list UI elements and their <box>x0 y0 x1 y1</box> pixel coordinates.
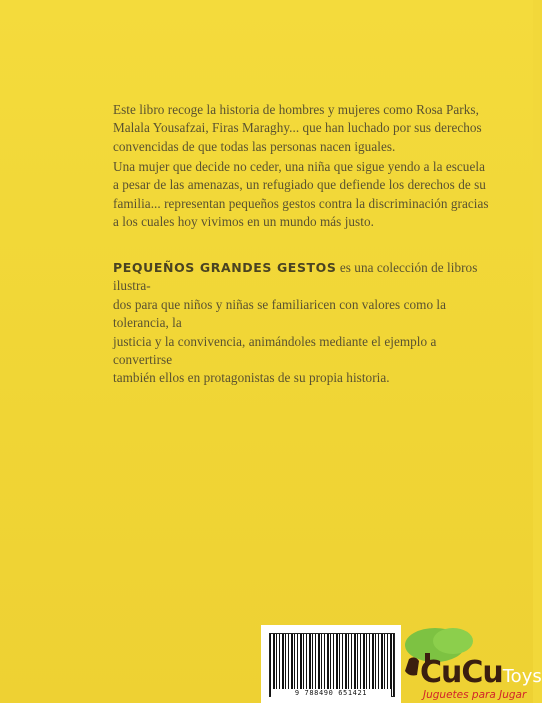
logo-brand-suffix: Toys <box>502 666 542 687</box>
intro-paragraph <box>113 101 493 156</box>
text-line: Malala Yousafzai, Firas Maraghy... que han luchado por sus derechos <box>113 120 482 136</box>
series-name: PEQUEÑOS GRANDES GESTOS <box>113 260 337 275</box>
barcode <box>261 625 401 703</box>
text-line: justicia y la convivencia, animándoles mediante el ejemplo a convertirse <box>113 333 437 368</box>
logo-tagline: Juguetes para Jugar <box>423 689 527 701</box>
text-line: convencidas de que todas las personas nacen iguales. <box>113 138 396 154</box>
text-fragment: es una colección de libros ilustra- <box>113 260 478 294</box>
text-line: a los cuales hoy vivimos en un mundo más justo. <box>113 214 374 230</box>
text-line <box>113 259 493 296</box>
logo-wordmark <box>420 655 542 692</box>
text-line: Una mujer que decide no ceder, una niña que sigue yendo a la escuela <box>113 159 485 174</box>
text-line: Este libro recoge la historia de hombres y mujeres como Rosa Parks, <box>113 102 479 117</box>
text-line: a pesar de las amenazas, un refugiado que defiende los derechos de su <box>113 177 486 193</box>
text-line: familia... representan pequeños gestos contra la discriminación gracias <box>113 195 489 211</box>
barcode-number: 9 788490 651421 <box>271 689 391 697</box>
logo-brand: CuCu <box>420 655 503 690</box>
text-line: también ellos en protagonistas de su propia historia. <box>113 370 390 386</box>
text-line: dos para que niños y niñas se familiaricen con valores como la tolerancia, la <box>113 296 447 331</box>
barcode-bars <box>269 633 395 697</box>
cucutoys-logo <box>395 615 542 703</box>
series-paragraph <box>113 259 493 388</box>
examples-paragraph <box>113 158 493 232</box>
